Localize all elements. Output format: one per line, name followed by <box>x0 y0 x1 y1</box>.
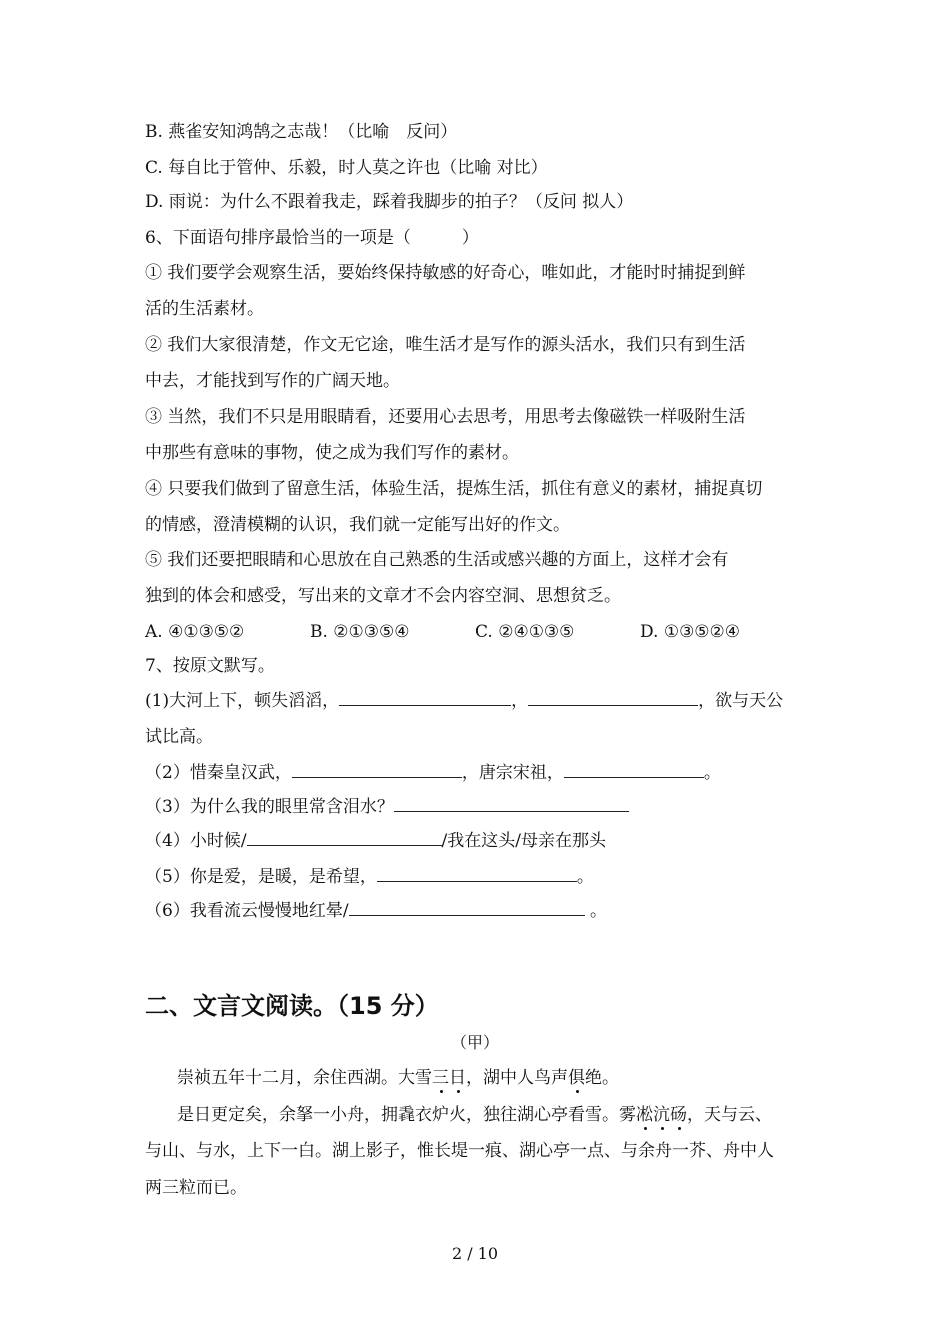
answer-blank[interactable] <box>528 689 698 706</box>
option-b: B. 燕雀安知鸿鹄之志哉！（比喻 反问） <box>145 122 458 142</box>
q7-p1-text-b: ， <box>511 691 529 711</box>
passage-paragraph-1 <box>177 1066 619 1090</box>
q6-sentence-1b: 活的生活素材。 <box>145 299 264 319</box>
q7-p1-text-c: ，欲与天公 <box>698 691 784 711</box>
q6-option-a: A. ④①③⑤② <box>145 622 245 642</box>
q7-p3-text: （3）为什么我的眼里常含泪水？ <box>145 797 394 817</box>
emphasis-char: 三 <box>432 1068 449 1088</box>
emphasis-char: 日 <box>449 1068 466 1088</box>
answer-blank[interactable] <box>292 761 462 778</box>
q6-sentence-3b: 中那些有意味的事物，使之成为我们写作的素材。 <box>145 443 519 463</box>
q6-sentence-4a: ④ 只要我们做到了留意生活，体验生活，提炼生活，抓住有意义的素材，捕捉真切 <box>145 479 763 499</box>
emphasis-char: 沆 <box>653 1105 670 1125</box>
q7-p4-text-a: （4）小时候/ <box>145 831 247 851</box>
q7-part-5 <box>145 865 594 889</box>
q6-sentence-4b: 的情感，澄清模糊的认识，我们就一定能写出好的作文。 <box>145 515 570 535</box>
q7-p4-text-b: /我在这头/母亲在那头 <box>441 831 607 851</box>
para2-text-a: 是日更定矣，余拏一小舟，拥毳衣炉火，独往湖心亭看雪。雾 <box>177 1105 636 1125</box>
q7-part-4 <box>145 829 606 853</box>
answer-blank[interactable] <box>377 865 577 882</box>
q6-sentence-2a: ② 我们大家很清楚，作文无它途，唯生活才是写作的源头活水，我们只有到生活 <box>145 335 746 355</box>
passage-paragraph-2 <box>177 1103 772 1127</box>
option-c: C. 每自比于管仲、乐毅，时人莫之许也（比喻 对比） <box>145 158 548 178</box>
para1-text-a: 崇祯五年十二月，余住西湖。大雪 <box>177 1068 432 1088</box>
passage-paragraph-2-line-2: 与山、与水，上下一白。湖上影子，惟长堤一痕、湖心亭一点、与余舟一芥、舟中人 <box>145 1141 774 1161</box>
q7-p6-text-b: 。 <box>584 901 607 921</box>
emphasis-char: 凇 <box>636 1105 653 1125</box>
answer-blank[interactable] <box>394 795 629 812</box>
q7-p1-text-a: (1)大河上下，顿失滔滔， <box>145 691 340 711</box>
q7-part-1 <box>145 689 783 713</box>
q6-sentence-5b: 独到的体会和感受，写出来的文章才不会内容空洞、思想贫乏。 <box>145 586 621 606</box>
q6-option-b: B. ②①③⑤④ <box>310 622 410 642</box>
q7-stem: 7、按原文默写。 <box>145 656 275 676</box>
para1-text-b: ，湖中人鸟声 <box>466 1068 568 1088</box>
page-number: 2 / 10 <box>451 1244 499 1263</box>
emphasis-char: 砀 <box>670 1105 687 1125</box>
para2-text-b: ，天与云、 <box>687 1105 772 1125</box>
q7-part-2 <box>145 761 721 785</box>
option-d: D. 雨说：为什么不跟着我走，踩着我脚步的拍子？（反问 拟人） <box>145 192 634 212</box>
emphasis-char: 俱 <box>568 1068 585 1088</box>
q6-sentence-5a: ⑤ 我们还要把眼睛和心思放在自己熟悉的生活或感兴趣的方面上，这样才会有 <box>145 550 729 570</box>
q6-stem: 6、下面语句排序最恰当的一项是（ ） <box>145 228 479 248</box>
para1-text-c: 绝。 <box>585 1068 619 1088</box>
q7-p2-text-c: 。 <box>703 763 721 783</box>
answer-blank[interactable] <box>339 689 511 706</box>
q7-p5-text-a: （5）你是爱，是暖，是希望， <box>145 867 377 887</box>
q6-sentence-3a: ③ 当然，我们不只是用眼睛看，还要用心去思考，用思考去像磁铁一样吸附生活 <box>145 407 746 427</box>
q6-options <box>145 620 740 644</box>
q7-p5-text-b: 。 <box>576 867 594 887</box>
q6-sentence-2b: 中去，才能找到写作的广阔天地。 <box>145 371 400 391</box>
q6-sentence-1a: ① 我们要学会观察生活，要始终保持敏感的好奇心，唯如此，才能时时捕捉到鲜 <box>145 263 746 283</box>
q6-option-c: C. ②④①③⑤ <box>475 622 575 642</box>
q7-part-1-cont: 试比高。 <box>145 727 213 747</box>
section-heading: 二、文言文阅读。（15 分） <box>145 992 439 1020</box>
q7-p2-text-a: （2）惜秦皇汉武， <box>145 763 292 783</box>
q7-part-6 <box>145 899 607 923</box>
q7-part-3 <box>145 795 629 819</box>
passage-paragraph-2-line-3: 两三粒而已。 <box>145 1178 247 1198</box>
q7-p6-text-a: （6）我看流云慢慢地红晕/ <box>145 901 349 921</box>
passage-label: （甲） <box>450 1033 499 1052</box>
q6-option-d: D. ①③⑤②④ <box>640 622 741 642</box>
answer-blank[interactable] <box>349 899 585 916</box>
q7-p2-text-b: ，唐宗宋祖， <box>461 763 564 783</box>
answer-blank[interactable] <box>564 761 704 778</box>
answer-blank[interactable] <box>247 829 442 846</box>
